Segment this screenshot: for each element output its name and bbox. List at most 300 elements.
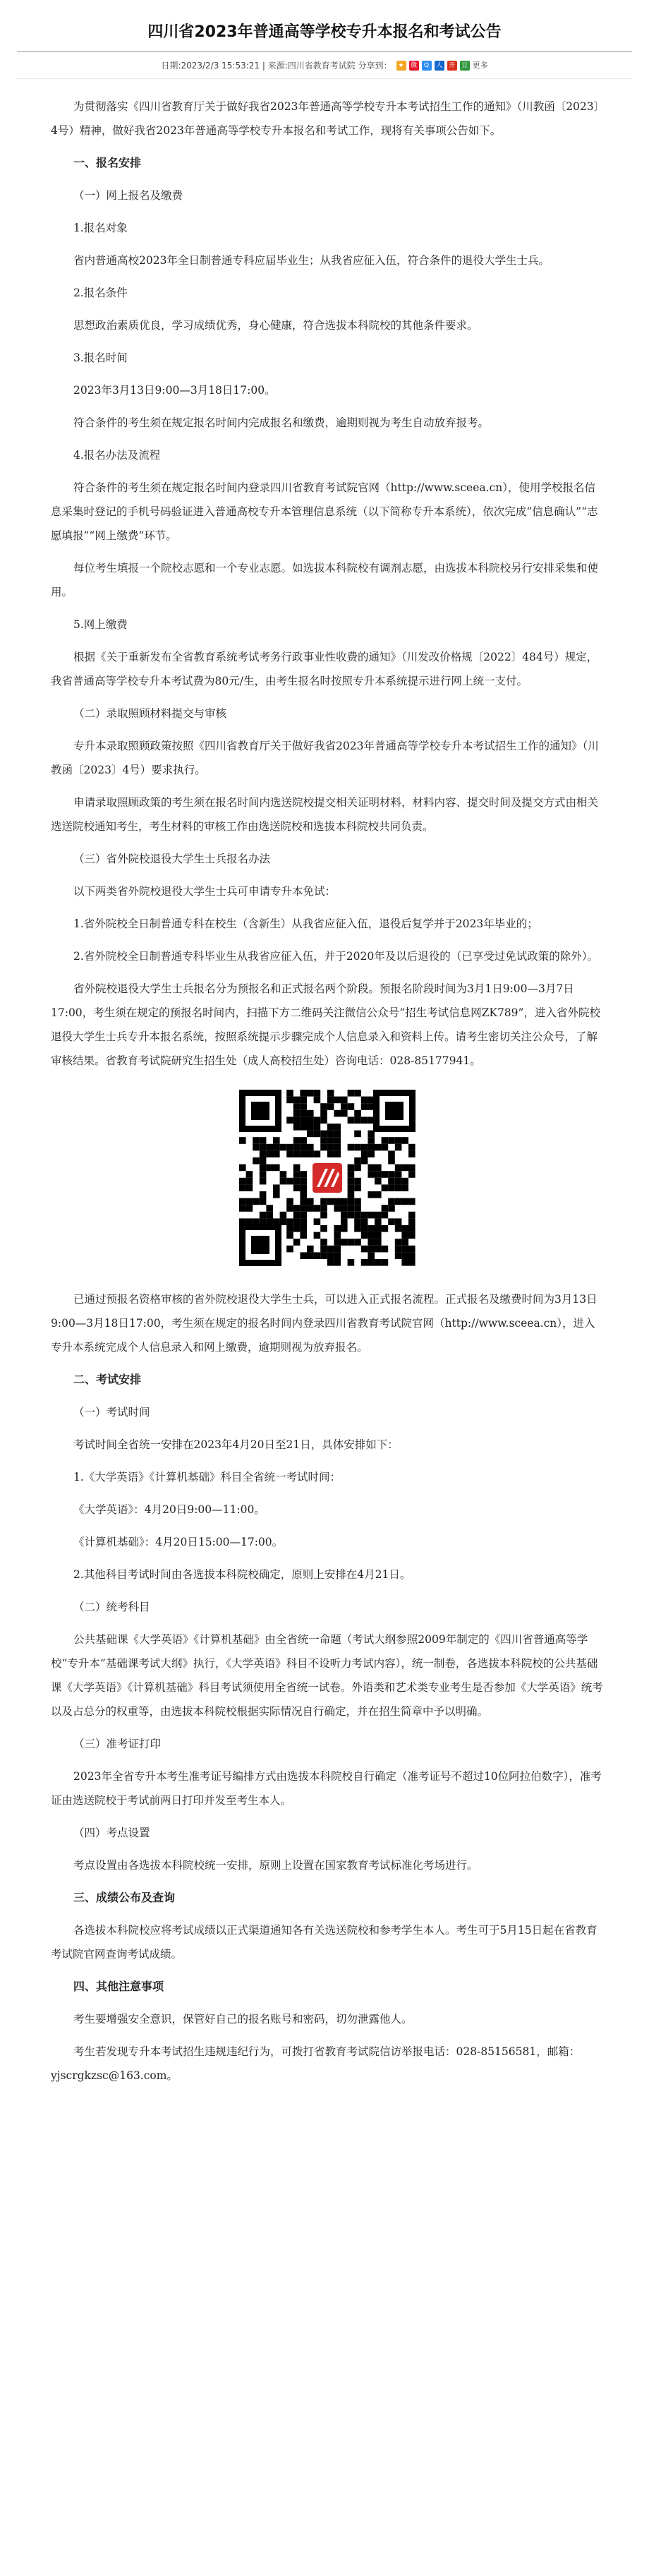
qr-module	[314, 1150, 321, 1157]
qr-module	[286, 1205, 293, 1212]
paragraph: 省内普通高校2023年全日制普通专科应届毕业生；从我省应征入伍，符合条件的退役大学生士兵。	[73, 254, 550, 267]
qr-module	[300, 1090, 307, 1097]
qr-module	[260, 1150, 267, 1157]
qr-module	[320, 1212, 327, 1219]
paragraph: 2.其他科目考试时间由各选拔本科院校确定，原则上安排在4月21日。	[73, 1568, 411, 1581]
qr-module	[300, 1191, 307, 1198]
qr-module	[314, 1252, 321, 1259]
qr-module	[327, 1137, 334, 1144]
qr-module	[401, 1178, 408, 1185]
section-heading: 四、其他注意事项	[73, 1980, 164, 1993]
qr-module	[246, 1218, 253, 1225]
qr-module	[408, 1164, 416, 1172]
qr-module	[375, 1171, 382, 1178]
qr-module	[375, 1239, 382, 1246]
qr-module	[239, 1205, 246, 1212]
qr-module	[307, 1090, 314, 1097]
qr-module	[260, 1164, 267, 1172]
qr-module	[361, 1246, 368, 1253]
qr-module	[266, 1212, 273, 1219]
paragraph: 以下两类省外院校退役大学生士兵可申请专升本免试：	[73, 885, 336, 898]
meta-text: 日期:2023/2/3 15:53:21 | 来源:四川省教育考试院 分享到：	[161, 60, 392, 71]
qr-module	[300, 1103, 307, 1110]
qr-module	[341, 1198, 348, 1205]
qr-module	[280, 1171, 287, 1178]
qr-module	[300, 1171, 307, 1178]
qr-module	[293, 1144, 301, 1151]
qr-module	[314, 1131, 321, 1138]
qr-module	[401, 1232, 408, 1239]
qr-module	[300, 1232, 307, 1239]
qr-module	[354, 1117, 361, 1124]
qr-module	[348, 1178, 355, 1185]
qr-module	[293, 1164, 301, 1172]
qr-module	[266, 1218, 273, 1225]
qr-module	[260, 1157, 267, 1164]
qr-module	[266, 1144, 273, 1151]
qr-module	[341, 1218, 348, 1225]
item-heading: 2.报名条件	[73, 287, 128, 299]
paragraph: 1.省外院校全日制普通专科在校生（含新生）从我省应征入伍，退役后复学并于2023年毕业的；	[73, 917, 538, 930]
qr-module	[354, 1164, 361, 1172]
qr-module	[388, 1198, 395, 1205]
qr-module	[253, 1157, 260, 1164]
article-meta	[17, 52, 632, 79]
qr-module	[408, 1246, 416, 1253]
qr-module	[408, 1144, 416, 1151]
qr-module	[273, 1218, 280, 1225]
qr-module	[307, 1124, 314, 1131]
qr-module	[334, 1097, 341, 1104]
qr-module	[300, 1252, 307, 1259]
qr-module	[341, 1212, 348, 1219]
qr-module	[293, 1124, 301, 1131]
qr-module	[382, 1205, 389, 1212]
qr-module	[300, 1198, 307, 1205]
wechat-qr-code	[239, 1090, 416, 1266]
qr-module	[334, 1225, 341, 1232]
qr-module	[408, 1232, 416, 1239]
qr-module	[293, 1225, 301, 1232]
qr-module	[348, 1259, 355, 1266]
qr-module	[327, 1259, 334, 1266]
qr-module	[361, 1157, 368, 1164]
qr-module	[368, 1164, 375, 1172]
qr-module	[286, 1090, 293, 1097]
qr-module	[375, 1164, 382, 1172]
share-more-link[interactable]: 更多	[472, 60, 488, 70]
qr-module	[327, 1131, 334, 1138]
qr-module	[395, 1225, 402, 1232]
qr-module	[293, 1205, 301, 1212]
qr-module	[260, 1198, 267, 1205]
qr-module	[293, 1097, 301, 1104]
qr-module	[388, 1171, 395, 1178]
qr-module	[382, 1246, 389, 1253]
qr-module	[354, 1144, 361, 1151]
subsection-heading: （三）准考证打印	[73, 1738, 162, 1750]
qr-module	[286, 1225, 293, 1232]
qr-module	[266, 1150, 273, 1157]
qr-module	[368, 1144, 375, 1151]
qr-module	[293, 1218, 301, 1225]
qr-module	[327, 1252, 334, 1259]
qr-module	[341, 1225, 348, 1232]
paragraph: 思想政治素质优良，学习成绩优秀，身心健康，符合选拔本科院校的其他条件要求。	[73, 319, 478, 332]
section-heading: 三、成绩公布及查询	[73, 1891, 176, 1904]
qr-module	[300, 1212, 307, 1219]
subsection-heading: （二）统考科目	[73, 1601, 150, 1613]
qr-module	[307, 1150, 314, 1157]
qr-module	[286, 1232, 293, 1239]
qr-module	[307, 1117, 314, 1124]
qr-module	[368, 1103, 375, 1110]
article-title: 四川省2023年普通高等学校专升本报名和考试公告	[147, 23, 502, 41]
qr-module	[273, 1137, 280, 1144]
qr-module	[348, 1090, 355, 1097]
qr-module	[368, 1259, 375, 1266]
qr-module	[260, 1144, 267, 1151]
qr-module	[395, 1171, 402, 1178]
qr-module	[401, 1252, 408, 1259]
qr-module	[300, 1205, 307, 1212]
qr-module	[395, 1144, 402, 1151]
qr-module	[341, 1205, 348, 1212]
qr-module	[375, 1191, 382, 1198]
qr-module	[239, 1184, 246, 1191]
weibo-icon[interactable]: 微	[409, 61, 419, 71]
qr-module	[395, 1218, 402, 1225]
qr-module	[314, 1218, 321, 1225]
qr-module	[341, 1097, 348, 1104]
qr-module	[246, 1171, 253, 1178]
qr-module	[266, 1205, 273, 1212]
qr-module	[314, 1124, 321, 1131]
qr-module	[307, 1198, 314, 1205]
qr-module	[334, 1259, 341, 1266]
qr-module	[280, 1212, 287, 1219]
qr-module	[382, 1171, 389, 1178]
qr-module	[395, 1178, 402, 1185]
qr-module	[375, 1246, 382, 1253]
qr-module	[388, 1157, 395, 1164]
qr-module	[348, 1164, 355, 1172]
qr-module	[314, 1117, 321, 1124]
qr-module	[361, 1232, 368, 1239]
qr-module	[348, 1198, 355, 1205]
qr-module	[293, 1239, 301, 1246]
qr-module	[354, 1239, 361, 1246]
qr-module	[307, 1144, 314, 1151]
section-heading: 二、考试安排	[73, 1373, 142, 1386]
qr-module	[354, 1157, 361, 1164]
qr-module	[300, 1097, 307, 1104]
qr-module	[253, 1198, 260, 1205]
qr-module	[395, 1252, 402, 1259]
qr-module	[341, 1110, 348, 1117]
qr-module	[293, 1178, 301, 1185]
qr-module	[368, 1225, 375, 1232]
qr-module	[334, 1239, 341, 1246]
qr-module	[408, 1259, 416, 1266]
qr-module	[320, 1205, 327, 1212]
qr-module	[361, 1150, 368, 1157]
qr-module	[327, 1198, 334, 1205]
qr-module	[341, 1239, 348, 1246]
qr-module	[388, 1178, 395, 1185]
qr-module	[273, 1191, 280, 1198]
qr-module	[286, 1178, 293, 1185]
qr-module	[361, 1117, 368, 1124]
qr-module	[382, 1184, 389, 1191]
paragraph: 公共基础课《大学英语》《计算机基础》由全省统一命题（考试大纲参照2009年制定的《四川省普通高等学校“专升本”基础课考试大纲》执行，《大学英语》科目不设听力考试内容），统一制卷，各选拔本科院校的公共基础课《大学英语》《计算机基础》科目考试须使用全省统一试卷。外语类和艺术类专业考生是否参加《大学英语》统考以及占总分的权重等，由选拔本科院校根据实际情况自行确定，并在招生简章中予以明确。	[51, 1633, 603, 1718]
qr-module	[382, 1212, 389, 1219]
qr-module	[375, 1225, 382, 1232]
qr-module	[334, 1205, 341, 1212]
qr-module	[375, 1259, 382, 1266]
qr-module	[388, 1218, 395, 1225]
qr-module	[401, 1184, 408, 1191]
qr-module	[401, 1198, 408, 1205]
paragraph: 2023年3月13日9:00—3月18日17:00。	[73, 384, 276, 397]
qr-module	[327, 1124, 334, 1131]
section-heading: 一、报名安排	[73, 156, 142, 169]
qr-module	[334, 1110, 341, 1117]
qr-module	[314, 1232, 321, 1239]
qr-module	[314, 1205, 321, 1212]
qr-module	[354, 1205, 361, 1212]
qr-module	[334, 1137, 341, 1144]
qr-module	[286, 1117, 293, 1124]
qr-module	[286, 1144, 293, 1151]
qr-module	[375, 1212, 382, 1219]
qr-module	[300, 1117, 307, 1124]
qr-module	[293, 1212, 301, 1219]
kaixin-icon[interactable]: 开	[447, 61, 457, 71]
qr-module	[388, 1205, 395, 1212]
qr-module	[382, 1225, 389, 1232]
qr-module	[382, 1144, 389, 1151]
item-heading: 4.报名办法及流程	[73, 449, 161, 462]
qr-module	[239, 1218, 246, 1225]
qr-module	[408, 1252, 416, 1259]
paragraph: 根据《关于重新发布全省教育系统考试考务行政事业性收费的通知》（川发改价格规〔2022〕484号）规定，我省普通高等学校专升本考试费为80元/生，由考生报名时按照专升本系统提示进行网上统一支付。	[51, 651, 598, 687]
paragraph: 2023年全省专升本考生准考证号编排方式由选拔本科院校自行确定（准考证号不超过10位阿拉伯数字），准考证由选送院校于考试前两日打印并发至考生本人。	[51, 1770, 602, 1807]
subsection-heading: （四）考点设置	[73, 1826, 150, 1839]
qr-module	[354, 1218, 361, 1225]
qr-module	[286, 1198, 293, 1205]
qr-module	[408, 1212, 416, 1219]
qr-module	[320, 1117, 327, 1124]
paragraph: 申请录取照顾政策的考生须在报名时间内选送院校提交相关证明材料，材料内容、提交时间及提交方式由相关选送院校通知考生，考生材料的审核工作由选送院校和选拔本科院校共同负责。	[51, 796, 599, 833]
qzone-icon[interactable]: ★	[396, 61, 406, 71]
renren-icon[interactable]: 人	[435, 61, 444, 71]
qr-module	[286, 1218, 293, 1225]
qr-module	[388, 1137, 395, 1144]
qr-module	[354, 1225, 361, 1232]
qr-module	[368, 1097, 375, 1104]
qr-module	[334, 1150, 341, 1157]
qr-module	[246, 1205, 253, 1212]
qr-module	[327, 1144, 334, 1151]
qr-module	[253, 1218, 260, 1225]
qr-module	[286, 1150, 293, 1157]
qr-module	[354, 1090, 361, 1097]
qr-module	[320, 1198, 327, 1205]
qr-module	[239, 1178, 246, 1185]
qr-module	[239, 1137, 246, 1144]
qr-module	[320, 1131, 327, 1138]
qr-module	[348, 1205, 355, 1212]
paragraph: 每位考生填报一个院校志愿和一个专业志愿。如选拔本科院校有调剂志愿，由选拔本科院校另行安排采集和使用。	[51, 562, 599, 598]
qr-module	[375, 1144, 382, 1151]
qr-module	[239, 1198, 246, 1205]
qr-module	[300, 1144, 307, 1151]
qr-module	[368, 1246, 375, 1253]
paragraph: 考试时间全省统一安排在2023年4月20日至21日，具体安排如下：	[73, 1438, 399, 1451]
qr-module	[361, 1103, 368, 1110]
qr-module	[320, 1239, 327, 1246]
qr-module	[354, 1198, 361, 1205]
qr-module	[293, 1150, 301, 1157]
qr-module	[334, 1232, 341, 1239]
qr-module	[368, 1171, 375, 1178]
qr-module	[348, 1144, 355, 1151]
qr-module	[395, 1184, 402, 1191]
qr-module	[273, 1164, 280, 1172]
qr-module	[408, 1198, 416, 1205]
qr-module	[354, 1184, 361, 1191]
qr-module	[361, 1212, 368, 1219]
qr-module	[334, 1144, 341, 1151]
qr-module	[280, 1178, 287, 1185]
qr-module	[361, 1144, 368, 1151]
qr-module	[307, 1110, 314, 1117]
subsection-heading: （三）省外院校退役大学生士兵报名办法	[73, 853, 271, 865]
qr-module	[375, 1218, 382, 1225]
qr-module	[293, 1184, 301, 1191]
qr-module	[246, 1178, 253, 1185]
qr-module	[408, 1218, 416, 1225]
qr-module	[253, 1144, 260, 1151]
qr-module	[348, 1191, 355, 1198]
qr-module	[307, 1252, 314, 1259]
qr-module	[300, 1150, 307, 1157]
qr-code-container	[51, 1090, 604, 1266]
qr-module	[260, 1137, 267, 1144]
paragraph: 符合条件的考生须在规定报名时间内登录四川省教育考试院官网（http://www.sceea.cn），使用学校报名信息采集时登记的手机号码验证进入普通高校专升本管理信息系统（以下简称专升本系统），依次完成“信息确认”“志愿填报”“网上缴费”环节。	[51, 481, 598, 542]
qr-module	[307, 1246, 314, 1253]
qr-module	[293, 1103, 301, 1110]
qr-module	[368, 1117, 375, 1124]
subsection-heading: （二）录取照顾材料提交与审核	[73, 707, 227, 720]
qr-module	[286, 1097, 293, 1104]
qr-module	[273, 1144, 280, 1151]
paragraph: 省外院校退役大学生士兵报名分为预报名和正式报名两个阶段。预报名阶段时间为3月1日9:00—3月7日17:00，考生须在规定的预报名时间内，扫描下方二维码关注微信公众号“招生考试信息网ZK789”，进入省外院校退役大学生士兵专升本报名系统，按照系统提示步骤完成个人信息录入和资料上传。请考生密切关注公众号，了解审核结果。省教育考试院研究生招生处（成人高校招生处）咨询电话：028-85177941。	[51, 982, 600, 1067]
qr-module	[361, 1259, 368, 1266]
qr-module	[280, 1218, 287, 1225]
qr-module	[307, 1131, 314, 1138]
douban-icon[interactable]: 豆	[460, 61, 470, 71]
qr-module	[320, 1137, 327, 1144]
qr-module	[320, 1110, 327, 1117]
qr-module	[314, 1090, 321, 1097]
qr-module	[327, 1103, 334, 1110]
qr-module	[348, 1184, 355, 1191]
qr-module	[395, 1246, 402, 1253]
qr-module	[368, 1232, 375, 1239]
article-body	[17, 79, 632, 2088]
qr-module	[320, 1225, 327, 1232]
item-heading: 5.网上缴费	[73, 618, 128, 631]
qr-module	[300, 1184, 307, 1191]
qr-module	[408, 1225, 416, 1232]
qr-module	[260, 1191, 267, 1198]
qr-module	[354, 1178, 361, 1185]
qr-module	[341, 1103, 348, 1110]
qr-module	[354, 1212, 361, 1219]
qr-module	[334, 1252, 341, 1259]
qr-module	[368, 1252, 375, 1259]
qr-module	[361, 1218, 368, 1225]
paragraph: 《计算机基础》：4月20日15:00—17:00。	[73, 1536, 284, 1548]
qr-module	[395, 1164, 402, 1172]
qr-module	[348, 1171, 355, 1178]
qr-module	[293, 1171, 301, 1178]
qr-module	[348, 1117, 355, 1124]
qr-module	[354, 1110, 361, 1117]
share-icons	[396, 53, 488, 78]
qr-module	[334, 1131, 341, 1138]
qr-module	[361, 1097, 368, 1104]
qr-module	[260, 1218, 267, 1225]
subsection-heading: （一）网上报名及缴费	[73, 189, 183, 202]
paragraph: 考点设置由各选拔本科院校统一安排，原则上设置在国家教育考试标准化考场进行。	[73, 1859, 478, 1872]
qr-module	[368, 1239, 375, 1246]
item-heading: 3.报名时间	[73, 351, 128, 364]
qr-module	[293, 1117, 301, 1124]
qr-module	[401, 1259, 408, 1266]
qr-module	[260, 1178, 267, 1185]
qr-module	[334, 1124, 341, 1131]
qr-module	[368, 1137, 375, 1144]
qr-module	[314, 1097, 321, 1104]
subsection-heading: （一）考试时间	[73, 1406, 150, 1419]
paragraph: 各选拔本科院校应将考试成绩以正式渠道通知各有关选送院校和参考学生本人。考生可于5月15日起在省教育考试院官网查询考试成绩。	[51, 1924, 598, 1961]
qr-module	[327, 1246, 334, 1253]
qr-module	[375, 1178, 382, 1185]
qr-module	[401, 1137, 408, 1144]
paragraph: 符合条件的考生须在规定报名时间内完成报名和缴费，逾期则视为考生自动放弃报考。	[73, 416, 490, 429]
qr-module	[327, 1090, 334, 1097]
qr-module	[280, 1144, 287, 1151]
qr-module	[368, 1212, 375, 1219]
qr-module	[334, 1246, 341, 1253]
qr-module	[327, 1097, 334, 1104]
item-heading: 1.报名对象	[73, 222, 128, 234]
qr-module	[388, 1184, 395, 1191]
qq-icon[interactable]: Q	[422, 61, 432, 71]
qr-module	[286, 1246, 293, 1253]
qr-module	[395, 1198, 402, 1205]
qr-module	[375, 1232, 382, 1239]
qr-module	[348, 1103, 355, 1110]
qr-module	[368, 1191, 375, 1198]
qr-module	[320, 1246, 327, 1253]
qr-module	[395, 1137, 402, 1144]
qr-module	[300, 1218, 307, 1225]
qr-module	[260, 1212, 267, 1219]
